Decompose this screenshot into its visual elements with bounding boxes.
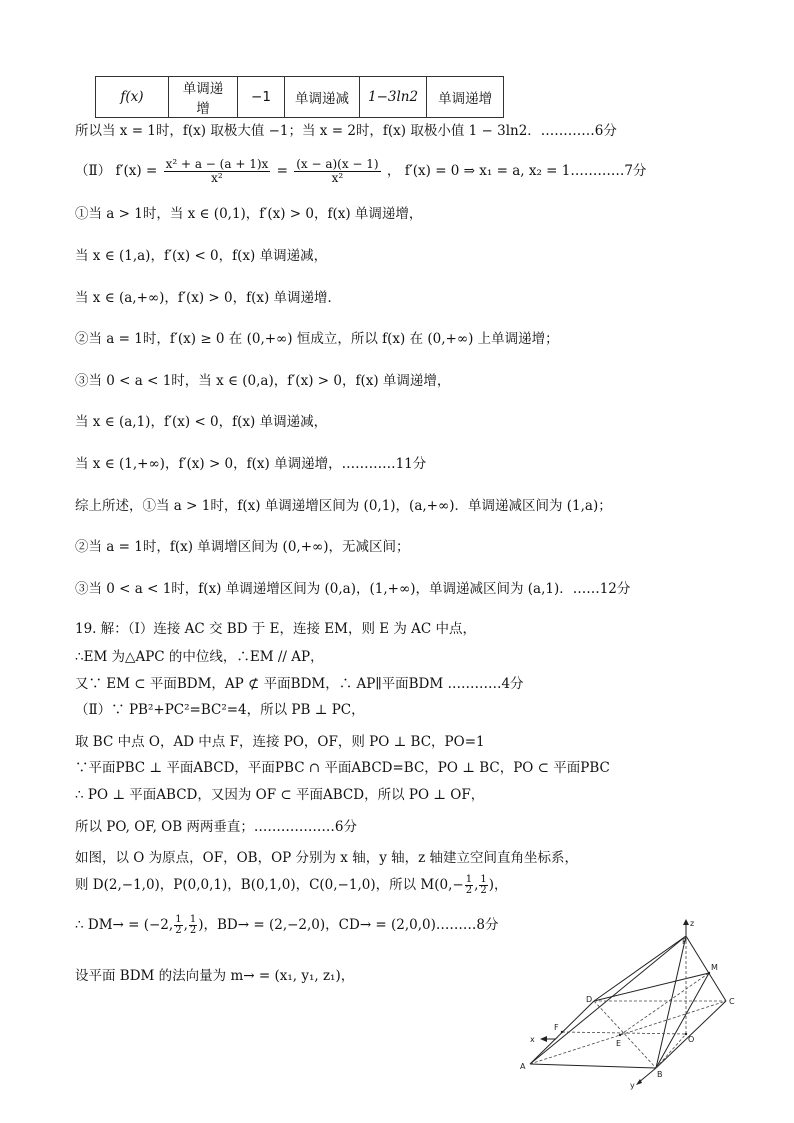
text-line: 综上所述，①当 a > 1时，f(x) 单调递增区间为 (0,1)，(a,+∞)．单调递减区间为 (1,a)；	[75, 498, 612, 514]
text-line: ②当 a = 1时，f(x) 单调增区间为 (0,+∞)，无减区间；	[75, 539, 410, 555]
table-cell: f(x)	[96, 77, 169, 118]
z-axis-arrow-icon	[683, 919, 689, 925]
edge-PC	[686, 936, 726, 1001]
label-C: C	[729, 997, 735, 1006]
text-line: 取 BC 中点 O，AD 中点 F，连接 PO，OF，则 PO ⊥ BC，PO=1	[75, 734, 485, 750]
label-x: x	[530, 1035, 535, 1044]
fraction: $\frac{1}{2}$	[465, 874, 473, 896]
pyramid-figure	[516, 918, 756, 1093]
text-line: 19. 解：（Ⅰ）连接 AC 交 BD 于 E，连接 EM，则 E 为 AC 中点，	[75, 621, 477, 637]
table-cell: 单调递增	[169, 77, 238, 118]
text-line: ∵平面PBC ⊥ 平面ABCD，平面PBC ∩ 平面ABCD=BC，PO ⊥ BC，PO ⊂ 平面PBC	[75, 760, 610, 776]
coordinates-line: 则 D(2,−1,0)，P(0,0,1)，B(0,1,0)，C(0,−1,0)，所以 M(0,− $\frac{1}{2}$ , $\frac{1}{2}$ )，	[75, 874, 508, 896]
label-M: M	[711, 963, 718, 972]
x-axis-arrow-icon	[540, 1036, 547, 1042]
label-z: z	[690, 919, 695, 928]
text-line: 当 x ∈ (a,+∞)，f′(x) > 0，f(x) 单调递增．	[75, 290, 342, 306]
table-cell: 1−3ln2	[360, 77, 427, 118]
segment-EM	[620, 973, 709, 1035]
label-E: E	[616, 1039, 622, 1048]
text-line: 所以 PO, OF, OB 两两垂直；………………6分	[75, 819, 358, 835]
label-A: A	[520, 1062, 526, 1071]
monotonicity-table	[95, 76, 504, 118]
text-line: ②当 a = 1时，f′(x) ≥ 0 在 (0,+∞) 恒成立，所以 f(x) 在 (0,+∞) 上单调递增；	[75, 331, 559, 347]
fraction: $\frac{(x - a)(x - 1)}{\text{x²}}$	[296, 157, 379, 185]
text-line: （Ⅱ）∵ PB²+PC²=BC²=4，所以 PB ⊥ PC，	[75, 702, 365, 718]
derivative-line: （Ⅱ） f′(x) = $\frac{\text{x² + a − (a + 1)x}}{\text{x²}}$ = $\frac{(x - a)(x - 1)}{\text{x²}}$ ， f′(x) = 0 ⇒ x₁ = a, x₂ = 1…………7分	[75, 157, 647, 185]
fraction: $\frac{1}{2}$	[175, 914, 182, 936]
text-line: 如图，以 O 为原点，OF，OB，OP 分别为 x 轴，y 轴，z 轴建立空间直角坐标系，	[75, 850, 579, 866]
edge-PB	[656, 936, 686, 1068]
edge-DM	[594, 973, 709, 1001]
label-D: D	[586, 995, 593, 1004]
text-line: 当 x ∈ (1,a)，f′(x) < 0，f(x) 单调递减，	[75, 248, 328, 264]
text-line: ∴ PO ⊥ 平面ABCD，又因为 OF ⊂ 平面ABCD，所以 PO ⊥ OF，	[75, 787, 485, 803]
segment-FO	[562, 1032, 686, 1034]
edge-BM	[656, 973, 709, 1068]
text-line: 所以当 x = 1时，f(x) 取极大值 −1；当 x = 2时，f(x) 取极小值 1 − 3ln2．…………6分	[75, 123, 617, 139]
fraction: $\frac{1}{2}$	[480, 874, 487, 896]
edge-AC	[530, 1001, 726, 1064]
text-line: 又∵ EM ⊂ 平面BDM，AP ⊄ 平面BDM，∴ AP∥平面BDM …………4分	[75, 676, 524, 692]
table-cell: 单调递增	[427, 77, 504, 118]
text-line: ∴EM 为△APC 的中位线，∴EM // AP，	[75, 649, 324, 665]
table-cell: 单调递减	[285, 77, 360, 118]
label-B: B	[657, 1070, 663, 1079]
edge-PA	[530, 936, 686, 1064]
label-F: F	[554, 1023, 559, 1032]
label-P: P	[682, 937, 687, 946]
text-line: 当 x ∈ (1,+∞)，f′(x) > 0，f(x) 单调递增，…………11分	[75, 456, 427, 472]
text-line: ①当 a > 1时，当 x ∈ (0,1)，f′(x) > 0，f(x) 单调递增，	[75, 206, 423, 222]
fraction: $\frac{1}{2}$	[189, 914, 197, 936]
vectors-line: ∴ DM→ = (−2, $\frac{1}{2}$ , $\frac{1}{2}$ )，BD→ = (2,−2,0)，CD→ = (2,0,0)………8分	[75, 914, 499, 936]
label-O: O	[688, 1035, 695, 1044]
table-cell: −1	[238, 77, 285, 118]
label-y: y	[630, 1081, 635, 1090]
segment-BO	[656, 1034, 686, 1068]
text-line: ③当 0 < a < 1时，f(x) 单调递增区间为 (0,a)，(1,+∞)，单调递减区间为 (a,1)．……12分	[75, 581, 631, 597]
text-line: ③当 0 < a < 1时，当 x ∈ (0,a)，f′(x) > 0，f(x) 单调递增，	[75, 373, 451, 389]
text-line: 设平面 BDM 的法向量为 m→ = (x₁, y₁, z₁)，	[75, 968, 355, 984]
text-line: 当 x ∈ (a,1)，f′(x) < 0，f(x) 单调递减，	[75, 414, 328, 430]
edge-DB	[594, 1001, 656, 1068]
edge-AB	[530, 1064, 656, 1068]
edge-PD	[594, 936, 686, 1001]
fraction: $\frac{\text{x² + a − (a + 1)x}}{\text{x²}}$	[165, 157, 269, 185]
